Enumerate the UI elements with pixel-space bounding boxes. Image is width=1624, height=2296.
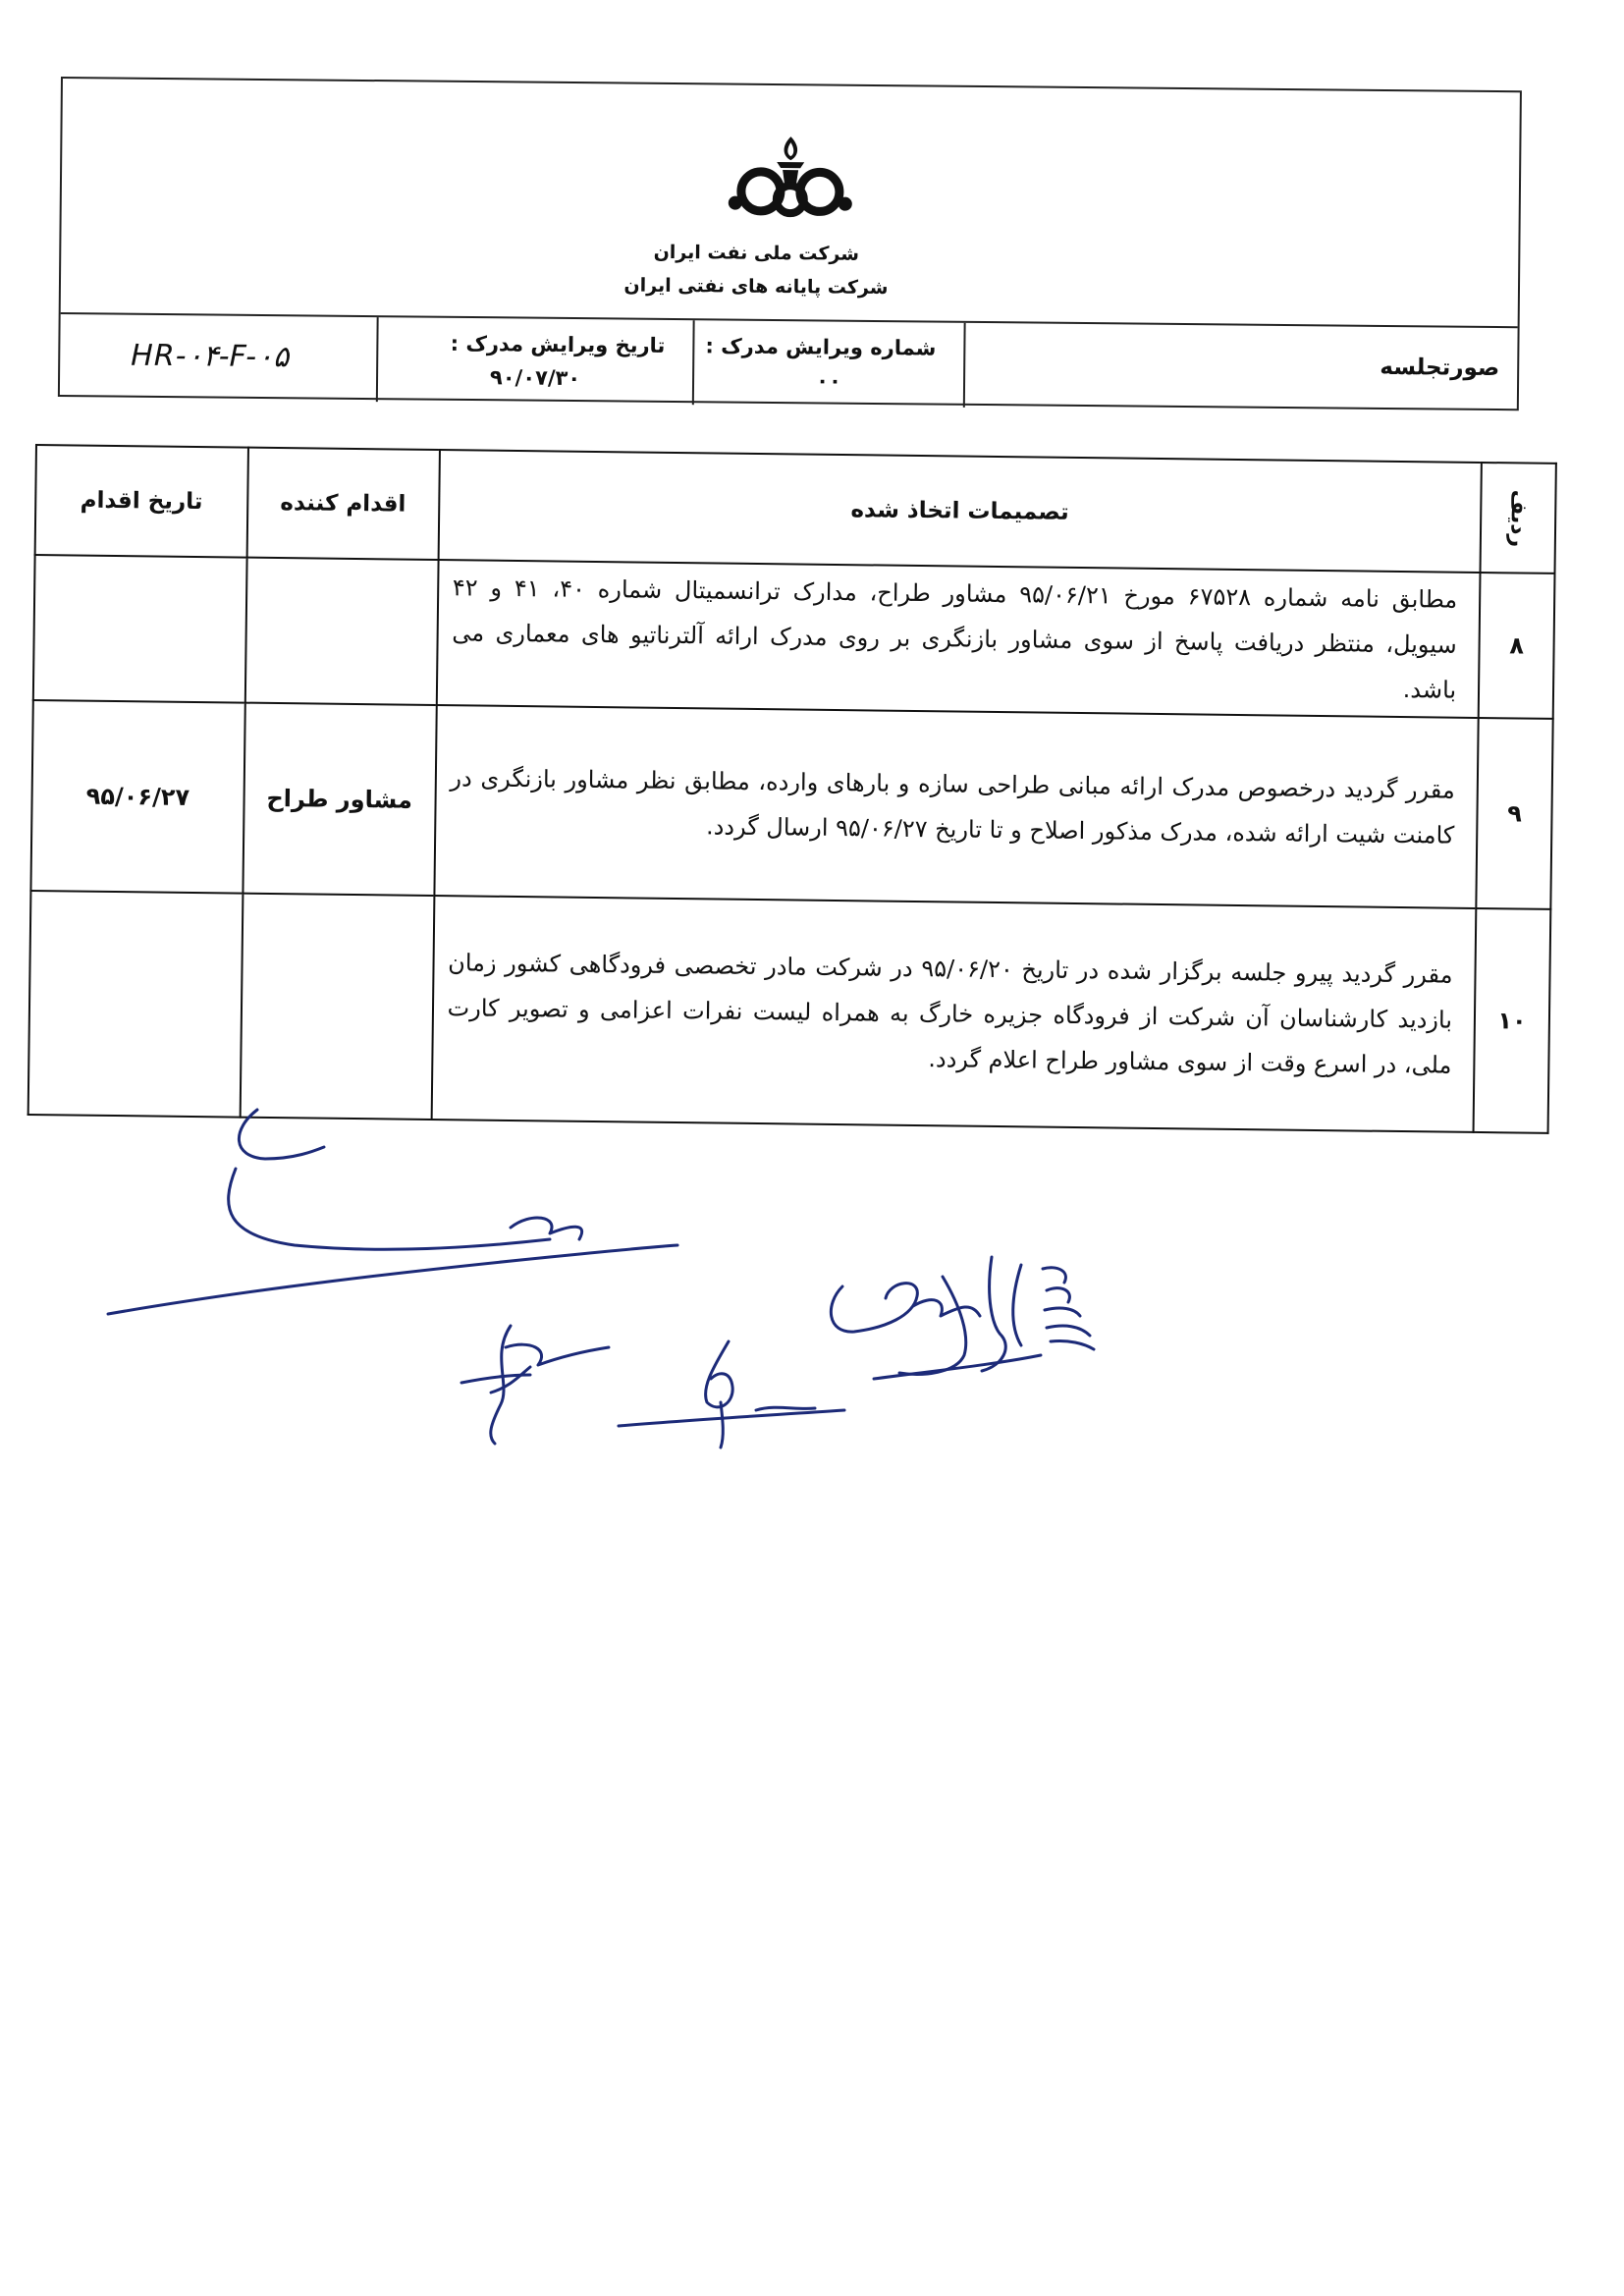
header-action-date: تاریخ اقدام bbox=[35, 445, 248, 558]
actor-cell: مشاور طراح bbox=[243, 703, 436, 896]
table-row bbox=[33, 555, 1555, 719]
action-date-cell: ۹۵/۰۶/۲۷ bbox=[30, 700, 244, 894]
decisions-table-wrapper bbox=[27, 444, 1557, 1170]
header-decisions: تصمیمات اتخاذ شده bbox=[438, 450, 1482, 573]
revision-date-label: تاریخ ویرایش مدرک : bbox=[450, 331, 666, 357]
nioc-logo bbox=[722, 134, 860, 219]
row-number: ۹ bbox=[1476, 718, 1552, 909]
signature-2 bbox=[461, 1326, 609, 1444]
action-date-cell bbox=[28, 891, 243, 1118]
header-actor: اقدام کننده bbox=[246, 448, 439, 560]
doc-title-cell bbox=[963, 323, 1520, 412]
document-header bbox=[58, 77, 1522, 410]
decision-text: مطابق نامه شماره ۶۷۵۲۸ مورخ ۹۵/۰۶/۲۱ مشاور طراح، مدارک ترانسمیتال شماره ۴۰، ۴۱ و ۴۲ سیویل، منتظر دریافت پاسخ از سوی مشاور بازنگری بر روی مدرک ارائه آلترناتیو های معماری می باشد. bbox=[436, 560, 1480, 718]
document-meta-row bbox=[60, 312, 1518, 412]
doc-code: HR-۰۴-F-۰۵ bbox=[131, 338, 290, 375]
doc-title: صورتجلسه bbox=[1380, 354, 1500, 382]
signature-4 bbox=[831, 1257, 1094, 1379]
decision-text: مقرر گردید پیرو جلسه برگزار شده در تاریخ ۹۵/۰۶/۲۰ در شرکت مادر تخصصی فرودگاهی کشور زمان بازدید کارشناسان آن شرکت از فرودگاه جزیره خارگ به همراه لیست نفرات اعزامی و تصویر کارت ملی، در اسرع وقت از سوی مشاور طراح اعلام گردد. bbox=[431, 896, 1476, 1132]
revision-date-value: ۹۰/۰۷/۳۰ bbox=[489, 365, 581, 391]
header-row-number: ردیف bbox=[1481, 463, 1556, 574]
revision-number-value: ۰۰ bbox=[816, 368, 841, 393]
decisions-table bbox=[27, 444, 1557, 1134]
revision-date-cell bbox=[376, 317, 693, 405]
revision-number-label: شماره ویرایش مدرک : bbox=[705, 334, 937, 360]
table-row bbox=[28, 891, 1551, 1133]
table-header-row bbox=[35, 445, 1556, 574]
revision-number-cell bbox=[692, 320, 964, 408]
subsidiary-name: شرکت پایانه های نفتی ایران bbox=[623, 274, 889, 300]
row-number: ۸ bbox=[1479, 573, 1555, 719]
company-name: شرکت ملی نفت ایران bbox=[653, 241, 860, 265]
actor-cell bbox=[244, 558, 438, 705]
signature-3 bbox=[619, 1341, 844, 1448]
actor-cell bbox=[240, 894, 434, 1120]
table-row bbox=[30, 700, 1552, 909]
logo-area bbox=[61, 79, 1520, 300]
row-number: ۱۰ bbox=[1474, 908, 1551, 1133]
action-date-cell bbox=[33, 555, 246, 703]
doc-code-cell bbox=[60, 314, 377, 402]
decision-text: مقرر گردید درخصوص مدرک ارائه مبانی طراحی سازه و بارهای وارده، مطابق نظر مشاور بازنگری در کامنت شیت ارائه شده، مدرک مذکور اصلاح و تا تاریخ ۹۵/۰۶/۲۷ ارسال گردد. bbox=[434, 705, 1479, 908]
